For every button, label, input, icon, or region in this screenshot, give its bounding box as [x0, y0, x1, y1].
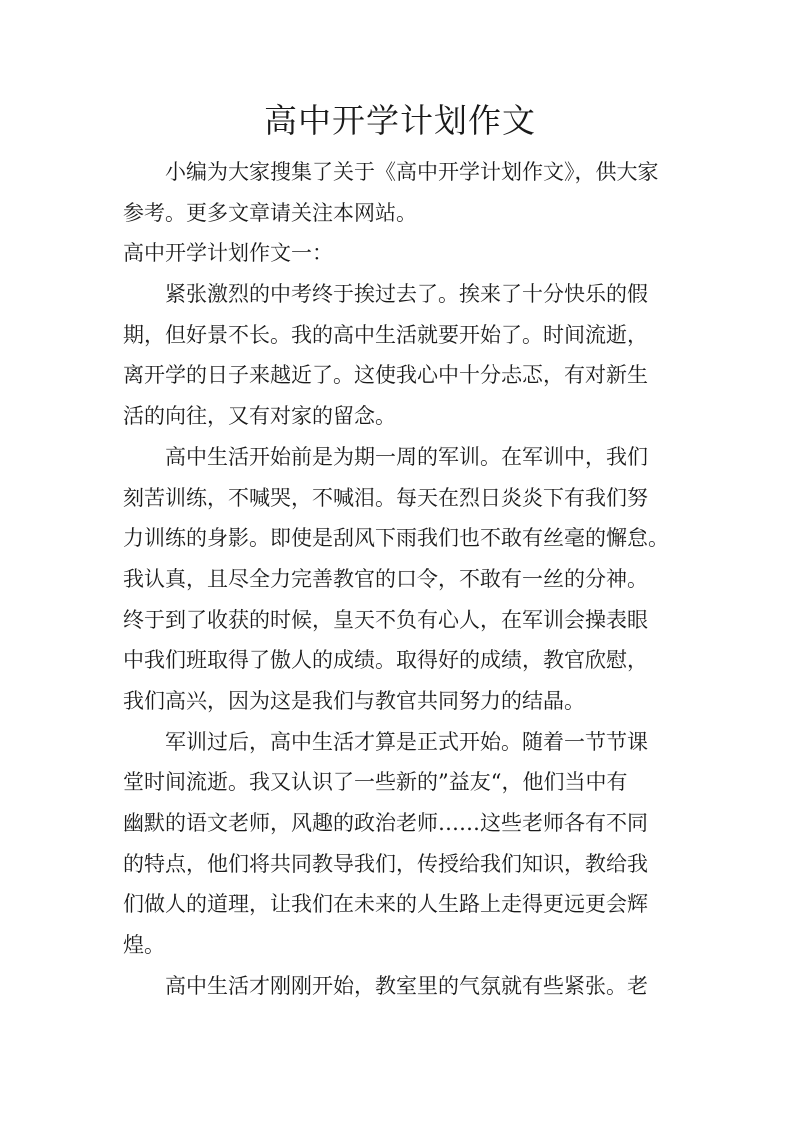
- text-line: 军训过后，高中生活才算是正式开始。随着一节节课: [165, 729, 648, 754]
- text-line: 们做人的道理，让我们在未来的人生路上走得更远更会辉: [123, 892, 648, 917]
- text-line: 幽默的语文老师，风趣的政治老师……这些老师各有不同: [123, 811, 648, 835]
- text-line: 小编为大家搜集了关于《高中开学计划作文》，供大家: [165, 160, 659, 184]
- text-line: 离开学的日子来越近了。这使我心中十分忐忑，有对新生: [123, 363, 648, 388]
- text-line: 高中开学计划作文一：: [123, 241, 333, 266]
- text-line: 我认真，且尽全力完善教官的口令，不敢有一丝的分神。: [123, 566, 648, 591]
- text-line: 堂时间流逝。我又认识了一些新的”益友“，他们当中有: [123, 770, 628, 795]
- text-line: 紧张激烈的中考终于挨过去了。挨来了十分快乐的假: [165, 282, 648, 307]
- text-line: 煌。: [123, 933, 165, 958]
- text-line: 期，但好景不长。我的高中生活就要开始了。时间流逝，: [123, 322, 648, 347]
- text-line: 终于到了收获的时候，皇天不负有心人，在军训会操表眼: [123, 607, 648, 632]
- text-line: 我们高兴，因为这是我们与教官共同努力的结晶。: [123, 688, 585, 713]
- text-line: 高中生活开始前是为期一周的军训。在军训中，我们: [165, 444, 648, 469]
- text-line: 的特点，他们将共同教导我们，传授给我们知识，教给我: [123, 851, 648, 876]
- page-title: 高中开学计划作文: [264, 101, 536, 140]
- text-line: 高中生活才刚刚开始，教室里的气氛就有些紧张。老: [165, 973, 648, 998]
- text-line: 刻苦训练，不喊哭，不喊泪。每天在烈日炎炎下有我们努: [123, 485, 648, 510]
- text-line: 活的向往，又有对家的留念。: [123, 404, 396, 429]
- article-body: [123, 152, 683, 1006]
- text-line: 参考。更多文章请关注本网站。: [123, 200, 417, 225]
- text-line: 力训练的身影。即使是刮风下雨我们也不敢有丝毫的懈怠。: [123, 526, 669, 551]
- text-line: 中我们班取得了傲人的成绩。取得好的成绩，教官欣慰，: [123, 648, 648, 673]
